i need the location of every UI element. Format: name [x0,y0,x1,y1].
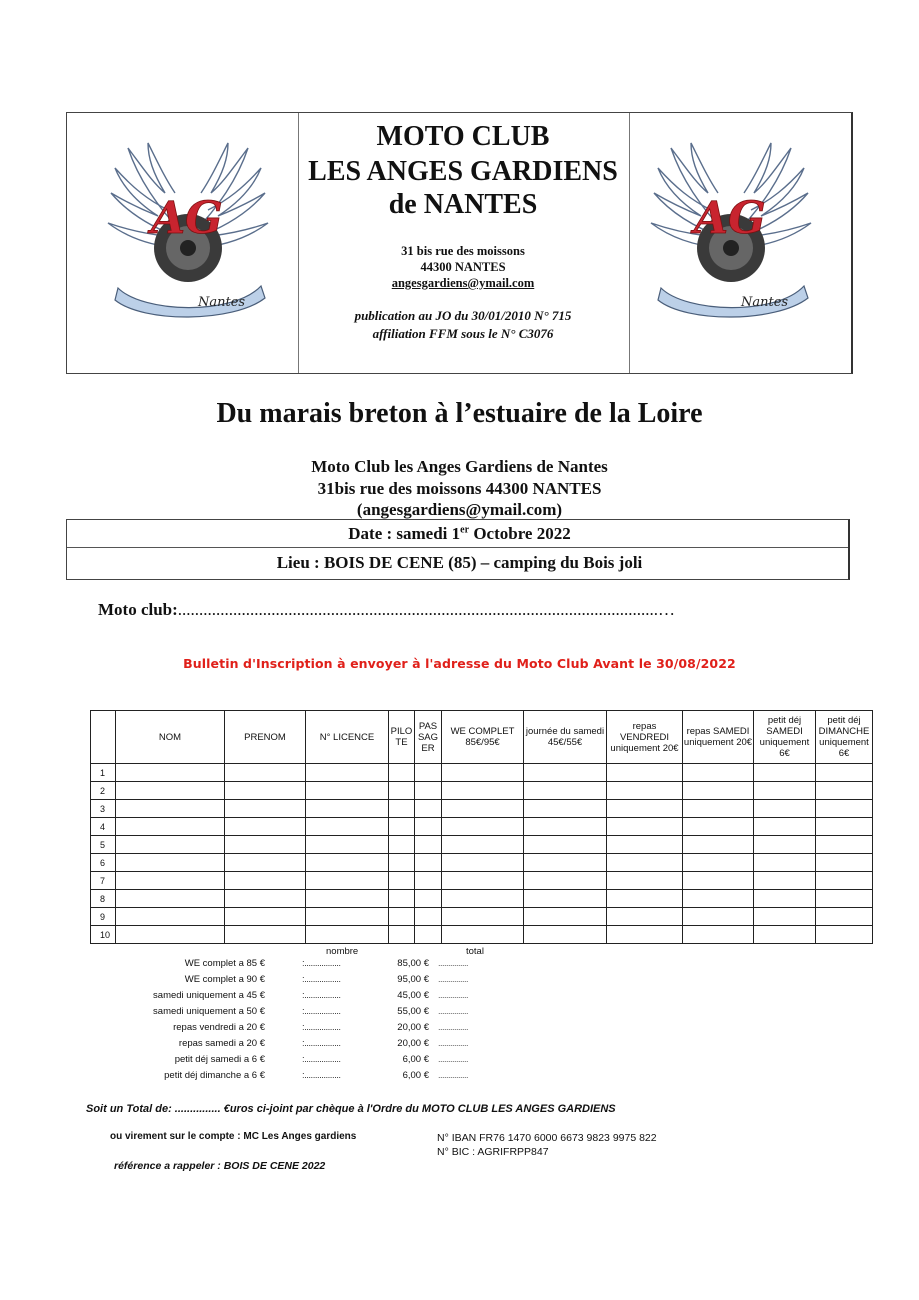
table-cell-input[interactable] [683,854,754,872]
table-cell-input[interactable] [524,800,607,818]
table-cell-input[interactable] [816,764,873,782]
event-location: Lieu : BOIS DE CENE (85) – camping du Bois joli [276,553,643,572]
table-cell-input[interactable] [415,800,442,818]
table-cell-input[interactable] [415,890,442,908]
table-cell-input[interactable] [816,872,873,890]
table-cell-input[interactable] [683,890,754,908]
table-cell-input[interactable] [415,836,442,854]
table-row [91,890,873,908]
bulletin-instruction: Bulletin d'Inscription à envoyer à l'adresse du Moto Club Avant le 30/08/2022 [183,656,736,671]
price-item-amount: 20,00 € [397,1022,429,1033]
total-field[interactable]: ............... [438,1022,469,1032]
event-title: Du marais breton à l’estuaire de la Loire [216,398,703,429]
table-cell-input[interactable] [225,818,306,836]
table-cell-input[interactable] [306,764,389,782]
col-label-total: total [466,946,484,957]
row-number: 2 [91,782,116,800]
table-cell-input[interactable] [816,908,873,926]
table-cell-input[interactable] [683,872,754,890]
price-item-amount: 6,00 € [402,1070,429,1081]
total-field[interactable]: ............... [438,1006,469,1016]
quantity-field[interactable]: :................. [302,1070,341,1081]
table-cell-input[interactable] [116,890,225,908]
col-header-prenom: PRENOM [225,711,306,764]
svg-text:AG: AG [151,193,223,244]
table-cell-input[interactable] [524,818,607,836]
bic: N° BIC : AGRIFRPP847 [437,1146,549,1158]
table-cell-input[interactable] [225,908,306,926]
row-number: 8 [91,890,116,908]
table-row [91,926,873,944]
table-row [91,836,873,854]
quantity-field[interactable]: :................. [302,958,341,969]
price-item-amount: 20,00 € [397,1038,429,1049]
price-item-label: petit déj samedi a 6 € [174,1054,265,1065]
virement-info: ou virement sur le compte : MC Les Anges gardiens [110,1131,357,1142]
club-name-line3: de NANTES [388,189,538,220]
table-cell-input[interactable] [607,782,683,800]
table-cell-input[interactable] [442,782,524,800]
table-cell-input[interactable] [415,854,442,872]
table-row [91,800,873,818]
table-cell-input[interactable] [442,818,524,836]
club-address-city: 44300 NANTES [420,260,506,274]
table-cell-input[interactable] [306,926,389,944]
price-item-label: samedi uniquement a 50 € [153,1006,265,1017]
table-cell-input[interactable] [683,818,754,836]
table-cell-input[interactable] [389,800,415,818]
table-cell-input[interactable] [607,836,683,854]
table-cell-input[interactable] [524,926,607,944]
table-cell-input[interactable] [389,872,415,890]
table-cell-input[interactable] [116,926,225,944]
divider [629,113,630,373]
table-cell-input[interactable] [524,908,607,926]
quantity-field[interactable]: :................. [302,974,341,985]
registration-table [90,710,873,944]
table-cell-input[interactable] [306,818,389,836]
table-cell-input[interactable] [389,926,415,944]
price-item-amount: 85,00 € [397,958,429,969]
table-cell-input[interactable] [683,836,754,854]
publication-info: publication au JO du 30/01/2010 N° 715 [354,308,572,323]
svg-text:Nantes: Nantes [198,295,246,310]
table-cell-input[interactable] [754,764,816,782]
table-cell-input[interactable] [306,854,389,872]
event-date: Date : samedi 1er Octobre 2022 [348,524,571,543]
price-item-label: samedi uniquement a 45 € [153,990,265,1001]
table-cell-input[interactable] [306,872,389,890]
table-cell-input[interactable] [415,782,442,800]
col-header-journee-samedi: journée du samedi 45€/55€ [524,711,607,764]
table-cell-input[interactable] [389,890,415,908]
iban: N° IBAN FR76 1470 6000 6673 9823 9975 822 [437,1132,657,1144]
table-cell-input[interactable] [442,836,524,854]
table-cell-input[interactable] [389,818,415,836]
table-cell-input[interactable] [306,890,389,908]
table-cell-input[interactable] [442,890,524,908]
total-field[interactable]: ............... [438,974,469,984]
table-cell-input[interactable] [683,908,754,926]
price-item-amount: 55,00 € [397,1006,429,1017]
total-line: Soit un Total de: ............... €uros ci-joint par chèque à l'Ordre du MOTO CLUB LES ANGES GARDIENS [86,1103,616,1115]
club-email-link[interactable]: angesgardiens@ymail.com [391,276,535,290]
table-cell-input[interactable] [754,908,816,926]
table-cell-input[interactable] [524,872,607,890]
table-row [91,908,873,926]
table-cell-input[interactable] [116,908,225,926]
table-cell-input[interactable] [816,782,873,800]
organizer-address: 31bis rue des moissons 44300 NANTES [317,479,602,498]
table-cell-input[interactable] [607,764,683,782]
table-header-row [91,711,873,764]
table-cell-input[interactable] [442,854,524,872]
table-cell-input[interactable] [524,764,607,782]
col-header-nom: NOM [116,711,225,764]
club-name-line2: LES ANGES GARDIENS [308,156,618,187]
table-cell-input[interactable] [116,836,225,854]
table-cell-input[interactable] [116,800,225,818]
table-cell-input[interactable] [415,872,442,890]
table-cell-input[interactable] [306,836,389,854]
club-logo-left [103,138,273,328]
table-cell-input[interactable] [116,818,225,836]
divider [67,547,848,548]
col-header-passager: PAS SAG ER [415,711,442,764]
table-cell-input[interactable] [524,854,607,872]
table-cell-input[interactable] [607,872,683,890]
table-cell-input[interactable] [442,926,524,944]
price-item-amount: 6,00 € [402,1054,429,1065]
table-cell-input[interactable] [754,782,816,800]
table-cell-input[interactable] [607,908,683,926]
table-cell-input[interactable] [225,890,306,908]
table-cell-input[interactable] [442,872,524,890]
table-cell-input[interactable] [816,800,873,818]
table-row [91,854,873,872]
table-row [91,764,873,782]
club-address-street: 31 bis rue des moissons [401,244,525,258]
col-header-petit-dej-samedi: petit déj SAMEDI uniquement 6€ [754,711,816,764]
quantity-field[interactable]: :................. [302,1022,341,1033]
table-cell-input[interactable] [116,872,225,890]
col-header-number [91,711,116,764]
table-cell-input[interactable] [415,764,442,782]
table-cell-input[interactable] [389,854,415,872]
table-cell-input[interactable] [225,782,306,800]
table-cell-input[interactable] [607,890,683,908]
table-row [91,818,873,836]
table-cell-input[interactable] [607,800,683,818]
row-number: 10 [91,926,116,944]
quantity-field[interactable]: :................. [302,990,341,1001]
table-cell-input[interactable] [389,836,415,854]
table-cell-input[interactable] [116,764,225,782]
table-cell-input[interactable] [754,872,816,890]
table-cell-input[interactable] [754,836,816,854]
price-item-amount: 45,00 € [397,990,429,1001]
table-cell-input[interactable] [816,890,873,908]
col-label-nombre: nombre [326,946,359,957]
club-name-line1: MOTO CLUB [376,121,550,152]
table-cell-input[interactable] [116,782,225,800]
quantity-field[interactable]: :................. [302,1006,341,1017]
table-cell-input[interactable] [524,782,607,800]
row-number: 5 [91,836,116,854]
table-cell-input[interactable] [415,908,442,926]
table-cell-input[interactable] [683,926,754,944]
table-cell-input[interactable] [607,854,683,872]
row-number: 1 [91,764,116,782]
table-cell-input[interactable] [754,818,816,836]
table-cell-input[interactable] [524,890,607,908]
table-row [91,872,873,890]
total-field[interactable]: ............... [438,990,469,1000]
moto-club-field[interactable]: Moto club:.................................................................................................................… [98,600,676,619]
price-item-amount: 95,00 € [397,974,429,985]
table-cell-input[interactable] [225,800,306,818]
price-item-label: WE complet a 90 € [184,974,265,985]
table-cell-input[interactable] [415,926,442,944]
affiliation-info: affiliation FFM sous le N° C3076 [372,326,554,341]
col-header-we-complet: WE COMPLET 85€/95€ [442,711,524,764]
table-cell-input[interactable] [225,926,306,944]
organizer-email: (angesgardiens@ymail.com) [356,500,563,519]
svg-text:Nantes: Nantes [741,295,789,310]
row-number: 7 [91,872,116,890]
table-cell-input[interactable] [754,800,816,818]
total-field[interactable]: ............... [438,1054,469,1064]
col-header-repas-vendredi: repas VENDREDI uniquement 20€ [607,711,683,764]
quantity-field[interactable]: :................. [302,1054,341,1065]
table-cell-input[interactable] [306,800,389,818]
table-cell-input[interactable] [607,926,683,944]
col-header-repas-samedi: repas SAMEDI uniquement 20€ [683,711,754,764]
table-cell-input[interactable] [816,854,873,872]
table-cell-input[interactable] [683,782,754,800]
table-cell-input[interactable] [683,764,754,782]
col-header-licence: N° LICENCE [306,711,389,764]
table-cell-input[interactable] [225,872,306,890]
quantity-field[interactable]: :................. [302,1038,341,1049]
row-number: 4 [91,818,116,836]
table-cell-input[interactable] [816,926,873,944]
table-cell-input[interactable] [442,908,524,926]
table-cell-input[interactable] [816,836,873,854]
table-cell-input[interactable] [754,854,816,872]
table-cell-input[interactable] [607,818,683,836]
table-cell-input[interactable] [225,836,306,854]
total-field[interactable]: ............... [438,1070,469,1080]
table-cell-input[interactable] [225,764,306,782]
table-cell-input[interactable] [225,854,306,872]
row-number: 6 [91,854,116,872]
total-field[interactable]: ............... [438,1038,469,1048]
table-cell-input[interactable] [389,764,415,782]
table-cell-input[interactable] [389,782,415,800]
payment-reference: référence a rappeler : BOIS DE CENE 2022 [114,1160,326,1172]
row-number: 3 [91,800,116,818]
col-header-pilote: PILO TE [389,711,415,764]
price-item-label: petit déj dimanche a 6 € [164,1070,265,1081]
row-number: 9 [91,908,116,926]
table-cell-input[interactable] [116,854,225,872]
table-cell-input[interactable] [754,890,816,908]
organizer-name: Moto Club les Anges Gardiens de Nantes [311,457,608,476]
svg-text:AG: AG [694,193,766,244]
price-item-label: repas vendredi a 20 € [173,1022,265,1033]
table-cell-input[interactable] [442,800,524,818]
table-cell-input[interactable] [389,908,415,926]
table-cell-input[interactable] [415,818,442,836]
table-cell-input[interactable] [816,818,873,836]
table-cell-input[interactable] [754,926,816,944]
price-item-label: WE complet a 85 € [184,958,265,969]
table-row [91,782,873,800]
table-cell-input[interactable] [683,800,754,818]
table-cell-input[interactable] [306,782,389,800]
total-field[interactable]: ............... [438,958,469,968]
table-cell-input[interactable] [442,764,524,782]
price-item-label: repas samedi a 20 € [178,1038,265,1049]
club-logo-right [646,138,816,328]
table-cell-input[interactable] [524,836,607,854]
col-header-petit-dej-dimanche: petit déj DIMANCHE uniquement 6€ [816,711,873,764]
table-cell-input[interactable] [306,908,389,926]
